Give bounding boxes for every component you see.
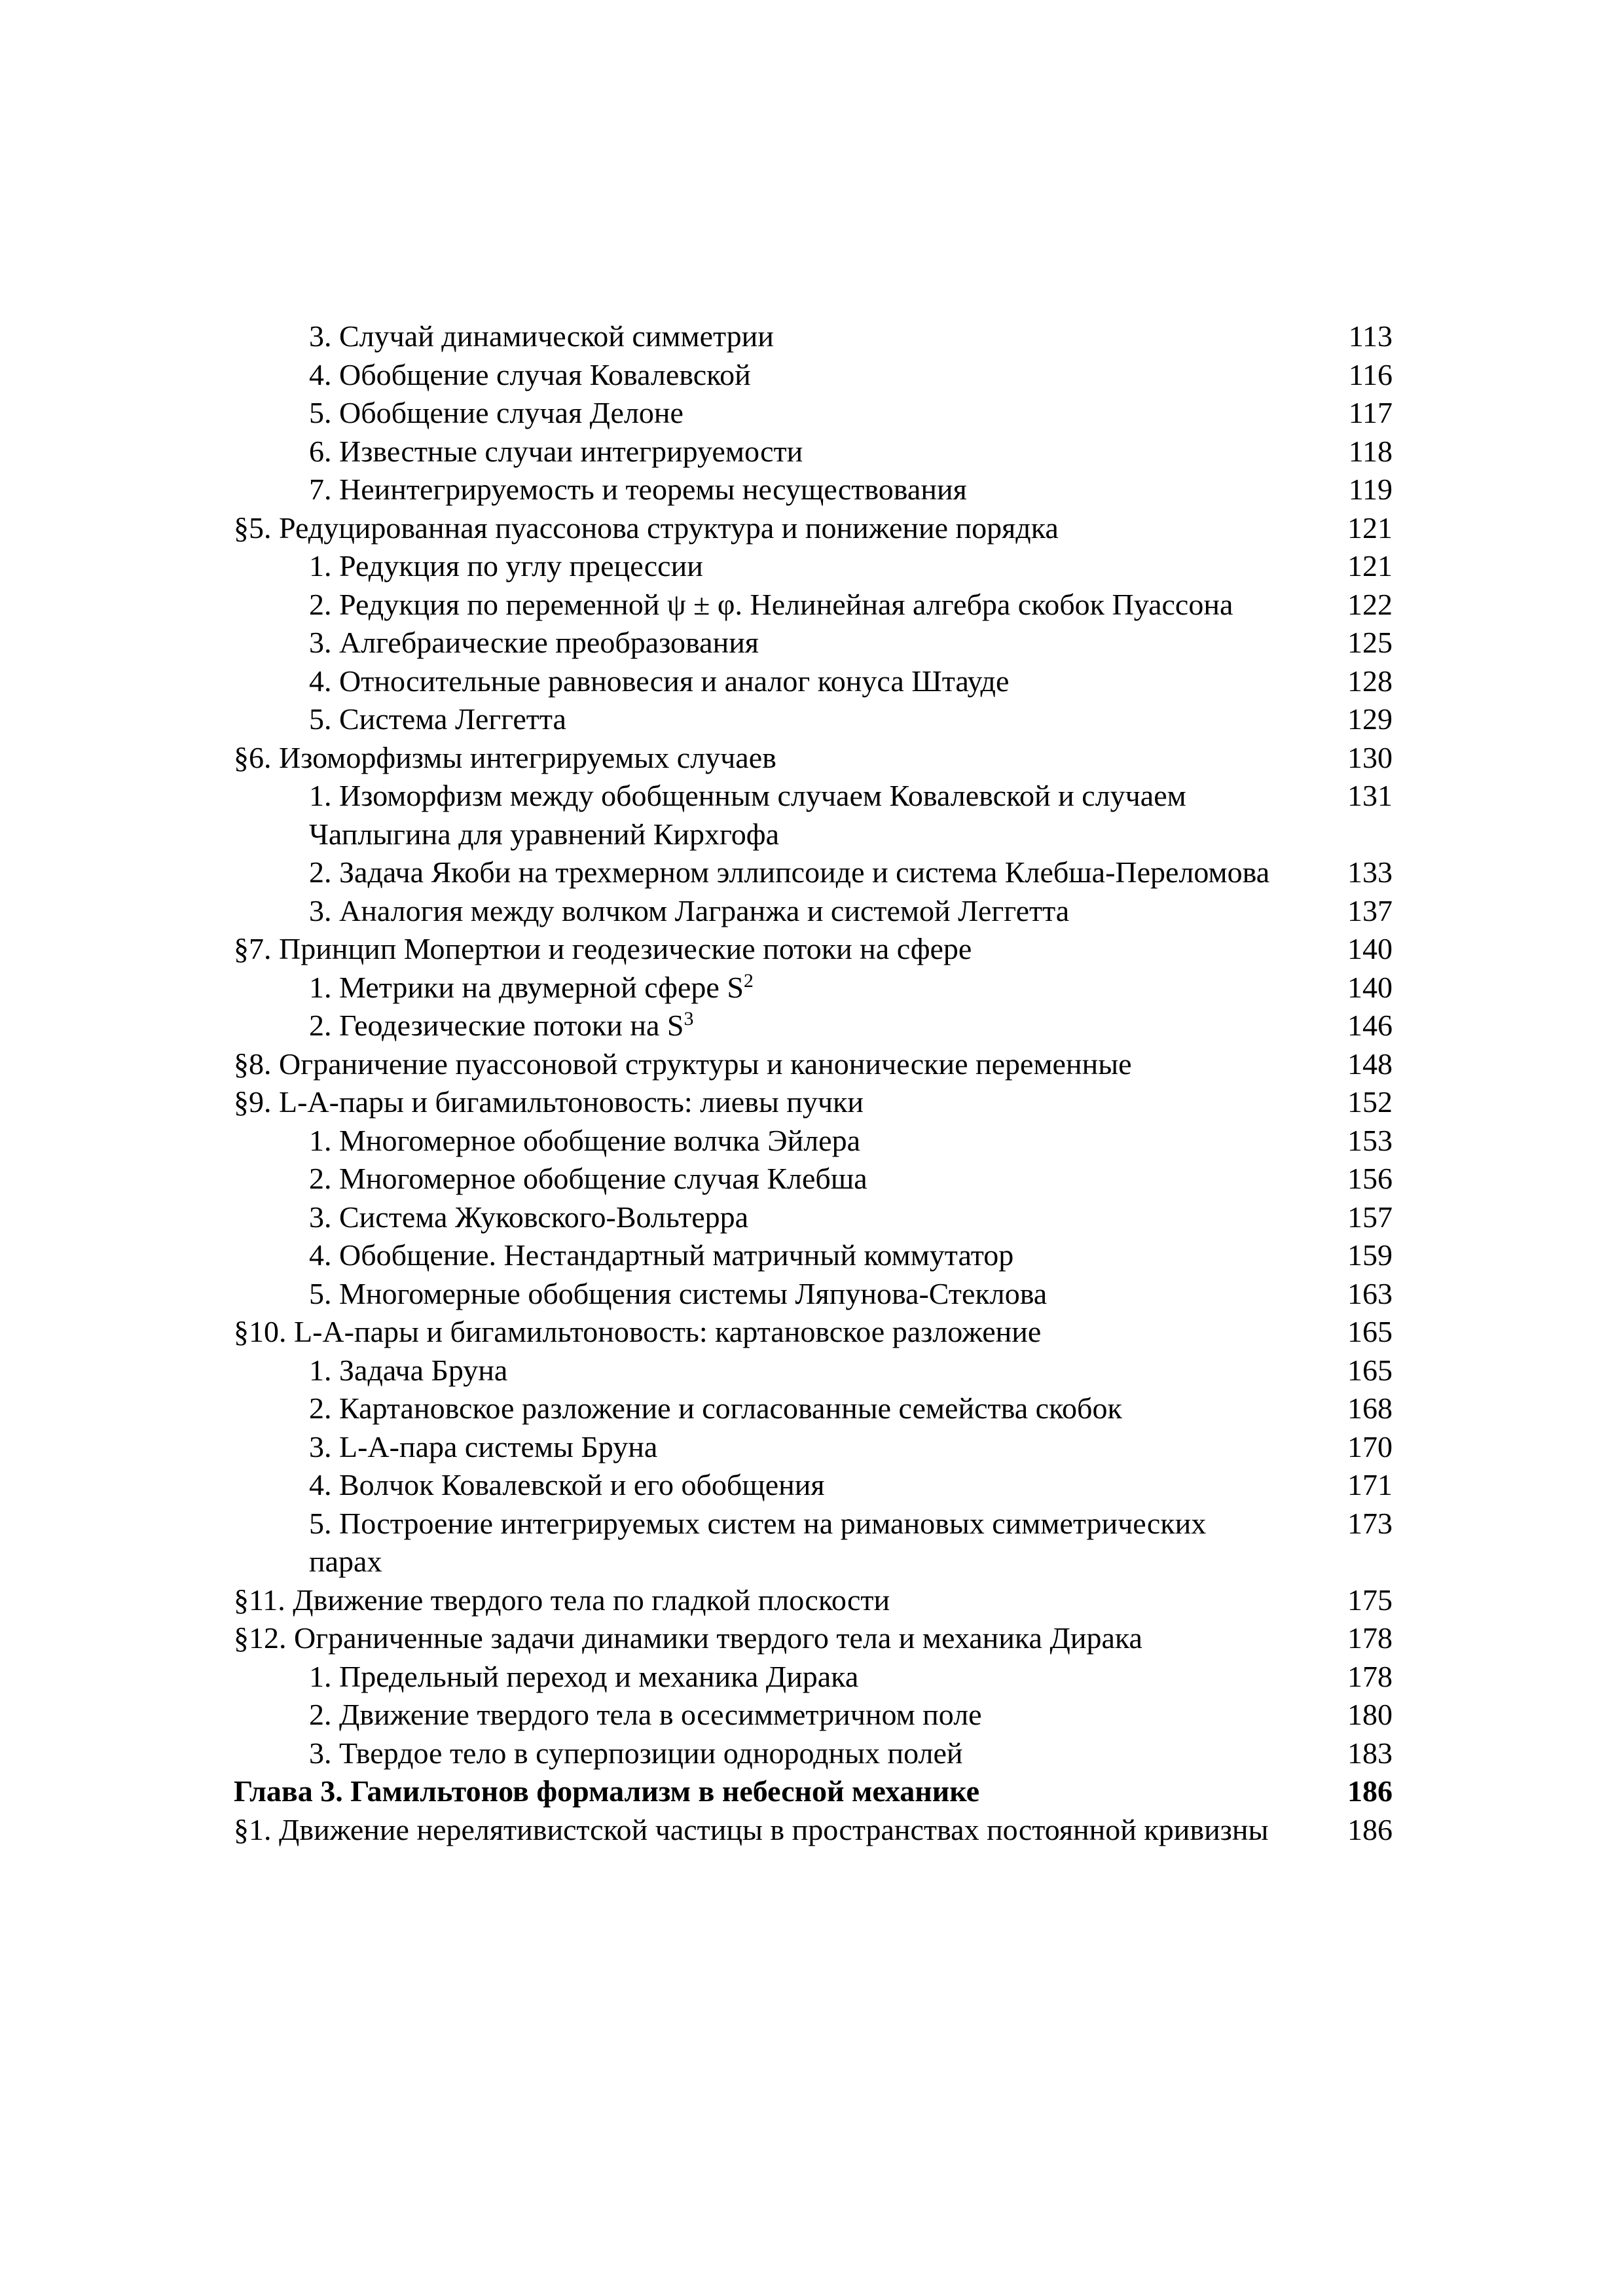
toc-entry-page-number: 146: [1347, 1009, 1393, 1042]
toc-entry-page-number: 183: [1347, 1736, 1393, 1770]
toc-entry-title: [234, 853, 1278, 892]
toc-subsection-entry: [234, 394, 1393, 433]
toc-entry-title-text: 4. Обобщение случая Ковалевской: [309, 357, 751, 391]
toc-entry-title: [234, 700, 1278, 739]
toc-entry-title: [234, 1696, 1278, 1734]
toc-entry-superscript: 3: [684, 1008, 694, 1030]
toc-entry-page-number: 130: [1347, 740, 1393, 774]
toc-entry-page-number: 186: [1347, 1812, 1393, 1846]
toc-subsection-entry: [234, 892, 1393, 931]
toc-entry-title: [234, 624, 1278, 662]
toc-subsection-entry: [234, 547, 1393, 586]
toc-entry-page-number: 186: [1347, 1774, 1393, 1808]
toc-subsection-entry: [234, 356, 1393, 395]
toc-entry-title-text: 4. Относительные равновесия и аналог конуса Штауде: [309, 664, 1010, 698]
toc-entry-title: [234, 1198, 1278, 1237]
toc-entry-page-number: 133: [1347, 855, 1393, 889]
toc-entry-title-text: 2. Картановское разложение и согласованные семейства скобок: [309, 1391, 1122, 1425]
toc-subsection-entry: [234, 1466, 1393, 1505]
toc-entry-title: [234, 1083, 1314, 1122]
toc-entry-title-text: Глава 3. Гамильтонов формализм в небесной механике: [234, 1774, 980, 1808]
toc-entry-title-text: §8. Ограничение пуассоновой структуры и канонические переменные: [234, 1047, 1132, 1081]
toc-entry-title: [234, 930, 1314, 969]
toc-subsection-entry: [234, 1428, 1393, 1467]
toc-entry-page-number: 159: [1347, 1238, 1393, 1272]
toc-section-entry: [234, 509, 1393, 548]
toc-entry-title: [234, 509, 1314, 548]
toc-subsection-entry: [234, 471, 1393, 509]
toc-entry-title: [234, 1619, 1314, 1658]
toc-entry-page-number: 121: [1347, 549, 1393, 583]
toc-section-entry: [234, 1083, 1393, 1122]
toc-subsection-entry: [234, 1658, 1393, 1696]
toc-subsection-entry: [234, 1007, 1393, 1045]
toc-subsection-entry: [234, 700, 1393, 739]
toc-subsection-entry: [234, 1275, 1393, 1314]
toc-entry-title-text: §11. Движение твердого тела по гладкой плоскости: [234, 1583, 890, 1617]
toc-subsection-entry: [234, 586, 1393, 624]
toc-subsection-entry: [234, 1160, 1393, 1198]
toc-entry-title-text: 7. Неинтегрируемость и теоремы несуществования: [309, 473, 967, 506]
toc-entry-title: [234, 1122, 1278, 1160]
toc-section-entry: [234, 1811, 1393, 1850]
toc-entry-page-number: 121: [1347, 511, 1393, 545]
toc-entry-page-number: 171: [1347, 1468, 1393, 1501]
toc-entry-title-text: 6. Известные случаи интегрируемости: [309, 434, 803, 468]
toc-subsection-entry: [234, 1198, 1393, 1237]
toc-entry-title: [234, 892, 1278, 931]
toc-entry-title-text: 2. Движение твердого тела в осесимметричном поле: [309, 1698, 982, 1731]
toc-entry-page-number: 170: [1347, 1429, 1393, 1463]
toc-entry-title: [234, 394, 1278, 433]
toc-entry-page-number: 122: [1347, 587, 1393, 621]
toc-entry-title: [234, 1313, 1314, 1352]
toc-subsection-entry: [234, 433, 1393, 471]
toc-entry-title: [234, 969, 1278, 1007]
toc-entry-title: [234, 317, 1278, 356]
toc-section-entry: [234, 739, 1393, 778]
toc-entry-title: [234, 433, 1278, 471]
toc-subsection-entry: [234, 853, 1393, 892]
toc-entry-title-text: 3. Случай динамической симметрии: [309, 319, 774, 353]
toc-entry-title: [234, 356, 1278, 395]
toc-entry-title-text: §6. Изоморфизмы интегрируемых случаев: [234, 740, 776, 774]
toc-subsection-entry: [234, 969, 1393, 1007]
toc-entry-title: [234, 1236, 1278, 1275]
toc-entry-title-text: 1. Метрики на двумерной сфере S: [309, 970, 744, 1004]
toc-entry-title: [234, 1658, 1278, 1696]
toc-entry-title-text: §9. L-A-пары и бигамильтоновость: лиевы пучки: [234, 1085, 864, 1119]
toc-entry-title-text: 3. L-A-пара системы Бруна: [309, 1429, 658, 1463]
toc-subsection-entry: [234, 1505, 1393, 1581]
toc-entry-page-number: 156: [1347, 1162, 1393, 1195]
toc-entry-page-number: 180: [1347, 1698, 1393, 1731]
toc-entry-title: [234, 1581, 1314, 1620]
toc-subsection-entry: [234, 1352, 1393, 1390]
toc-entry-page-number: 113: [1348, 319, 1393, 353]
toc-entry-page-number: 153: [1347, 1123, 1393, 1157]
toc-entry-page-number: 163: [1347, 1276, 1393, 1310]
toc-section-entry: [234, 1045, 1393, 1084]
toc-subsection-entry: [234, 662, 1393, 701]
toc-entry-title-text: 3. Алгебраические преобразования: [309, 626, 759, 659]
toc-subsection-entry: [234, 1390, 1393, 1428]
toc-entry-title: [234, 1772, 1314, 1811]
toc-entry-page-number: 175: [1347, 1583, 1393, 1617]
toc-entry-title-text: §10. L-A-пары и бигамильтоновость: картановское разложение: [234, 1315, 1042, 1348]
toc-entry-page-number: 165: [1347, 1353, 1393, 1387]
toc-entry-page-number: 128: [1347, 664, 1393, 698]
toc-entry-title-text: 5. Многомерные обобщения системы Ляпунова-Стеклова: [309, 1276, 1048, 1310]
toc-entry-title: [234, 1390, 1278, 1428]
toc-entry-title-text: 3. Система Жуковского-Вольтерра: [309, 1200, 749, 1234]
table-of-contents: [234, 317, 1393, 1849]
toc-entry-title: [234, 1007, 1278, 1045]
toc-entry-title: [234, 471, 1278, 509]
toc-entry-title: [234, 739, 1314, 778]
toc-entry-page-number: 117: [1348, 396, 1393, 429]
toc-section-entry: [234, 930, 1393, 969]
toc-subsection-entry: [234, 317, 1393, 356]
toc-entry-title: [234, 1466, 1278, 1505]
toc-entry-title-text: 1. Задача Бруна: [309, 1353, 508, 1387]
toc-entry-title-text: §7. Принцип Мопертюи и геодезические потоки на сфере: [234, 932, 972, 965]
toc-entry-title-text: 3. Твердое тело в суперпозиции однородных полей: [309, 1736, 963, 1770]
toc-subsection-entry: [234, 1696, 1393, 1734]
toc-entry-title-text: 1. Предельный переход и механика Дирака: [309, 1659, 859, 1693]
toc-section-entry: [234, 1619, 1393, 1658]
toc-entry-title-text: 5. Обобщение случая Делоне: [309, 396, 684, 429]
toc-entry-title: [234, 586, 1278, 624]
toc-entry-title-text: 5. Построение интегрируемых систем на римановых симметрических парах: [309, 1506, 1207, 1578]
toc-entry-page-number: 152: [1347, 1085, 1393, 1119]
toc-subsection-entry: [234, 624, 1393, 662]
toc-entry-title-text: §1. Движение нерелятивистской частицы в пространствах постоянной кривизны: [234, 1812, 1269, 1846]
toc-entry-page-number: 137: [1347, 893, 1393, 927]
toc-entry-title: [234, 1811, 1314, 1850]
toc-entry-title: [234, 662, 1278, 701]
toc-section-entry: [234, 1581, 1393, 1620]
toc-entry-title: [234, 1428, 1278, 1467]
toc-entry-title: [234, 547, 1278, 586]
toc-entry-title-text: 5. Система Леггетта: [309, 702, 566, 736]
toc-entry-page-number: 118: [1348, 434, 1393, 468]
toc-entry-title-text: 4. Обобщение. Нестандартный матричный коммутатор: [309, 1238, 1014, 1272]
toc-entry-title: [234, 777, 1278, 853]
toc-entry-page-number: 173: [1347, 1506, 1393, 1540]
toc-entry-title-text: 2. Многомерное обобщение случая Клебша: [309, 1162, 867, 1195]
toc-entry-title-text: 1. Изоморфизм между обобщенным случаем Ковалевской и случаем Чаплыгина для уравнений Кирхгофа: [309, 779, 1186, 851]
toc-entry-page-number: 131: [1347, 779, 1393, 812]
toc-entry-page-number: 140: [1347, 932, 1393, 965]
toc-subsection-entry: [234, 1734, 1393, 1773]
toc-entry-title-text: 4. Волчок Ковалевской и его обобщения: [309, 1468, 825, 1501]
toc-entry-title: [234, 1045, 1314, 1084]
toc-chapter-entry: [234, 1772, 1393, 1811]
toc-entry-title-text: 1. Редукция по углу прецессии: [309, 549, 703, 583]
toc-entry-page-number: 165: [1347, 1315, 1393, 1348]
toc-subsection-entry: [234, 1236, 1393, 1275]
toc-entry-title-text: §5. Редуцированная пуассонова структура и понижение порядка: [234, 511, 1059, 545]
toc-entry-title-text: 1. Многомерное обобщение волчка Эйлера: [309, 1123, 861, 1157]
toc-entry-page-number: 178: [1347, 1621, 1393, 1655]
toc-subsection-entry: [234, 1122, 1393, 1160]
toc-entry-title-text: 2. Геодезические потоки на S: [309, 1009, 684, 1042]
toc-entry-title: [234, 1352, 1278, 1390]
toc-entry-title-text: §12. Ограниченные задачи динамики твердого тела и механика Дирака: [234, 1621, 1142, 1655]
toc-entry-page-number: 157: [1347, 1200, 1393, 1234]
toc-entry-page-number: 178: [1347, 1659, 1393, 1693]
toc-entry-page-number: 119: [1348, 473, 1393, 506]
toc-entry-superscript: 2: [743, 969, 754, 992]
toc-entry-page-number: 140: [1347, 970, 1393, 1004]
toc-entry-title-text: 2. Задача Якоби на трехмерном эллипсоиде и система Клебша-Переломова: [309, 855, 1270, 889]
toc-entry-title: [234, 1734, 1278, 1773]
toc-section-entry: [234, 1313, 1393, 1352]
toc-entry-title: [234, 1505, 1278, 1581]
toc-entry-page-number: 129: [1347, 702, 1393, 736]
toc-entry-page-number: 125: [1347, 626, 1393, 659]
toc-entry-title: [234, 1275, 1278, 1314]
toc-entry-page-number: 168: [1347, 1391, 1393, 1425]
toc-subsection-entry: [234, 777, 1393, 853]
toc-entry-title: [234, 1160, 1278, 1198]
toc-entry-page-number: 148: [1347, 1047, 1393, 1081]
toc-entry-title-text: 3. Аналогия между волчком Лагранжа и системой Леггетта: [309, 893, 1070, 927]
toc-entry-page-number: 116: [1348, 357, 1393, 391]
toc-entry-title-text: 2. Редукция по переменной ψ ± φ. Нелинейная алгебра скобок Пуассона: [309, 587, 1233, 621]
